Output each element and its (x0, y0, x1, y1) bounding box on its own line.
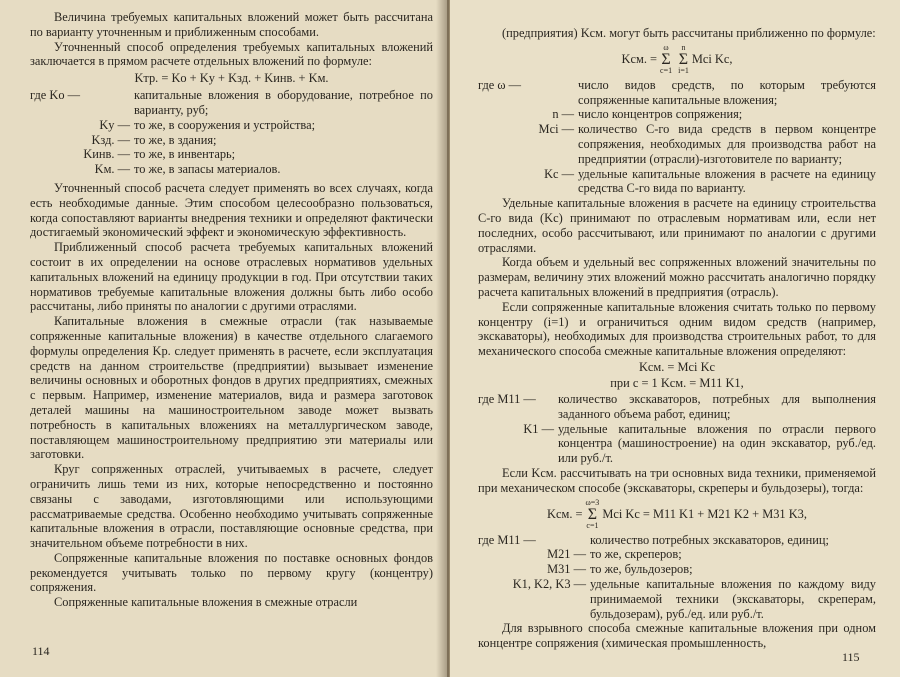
sigma-symbol: Σ (587, 505, 598, 523)
formula-sum (478, 44, 876, 75)
definition-item (30, 162, 433, 177)
definition-item (478, 107, 876, 122)
formula-sum (478, 499, 876, 530)
sum-lower-limit: i=1 (678, 65, 689, 75)
left-paragraph-5: Капитальные вложения в смежные отрасли (так называемые сопряженные капитальные вложения) в качестве отдельного слагаемого формулы определения Kр. следует применять в расчете, если эксплуатация средств на данном строительстве (предприятии) вызывает изменение величины основных и оборотных фондов в других предприятиях, смежных с первым. Например, изменение материалов, вида и размера заготовок деталей машины на машиностроительном заводе может вызвать потребность в капитальных вложениях на металлургическом заводе, поставляющем машиностроительному предприятию эти материалы или заготовки. (30, 314, 433, 462)
right-paragraph-2: Удельные капитальные вложения в расчете на единицу строительства C-го вида (Kc) принимают по отраслевым нормативам или, если нет последних, особо рассчитывают, или принимают по аналогии с другими отраслями. (478, 196, 876, 255)
formula-simple: Kсм. = Mci Kc (638, 359, 716, 374)
definition-text: число видов средств, по которым требуются сопряженные капитальные вложения; (578, 77, 876, 107)
left-paragraph-6: Круг сопряженных отраслей, учитываемых в расчете, следует ограничить лишь теми из них, которые непосредственно и постоянно связаны с заводами, изготовляющими или использующими рассматриваемые средства. Особенно необходимо учитывать сопряженные капитальные вложения в отрасли, поставляющие основные средства, при значительном объеме потребности в них. (30, 462, 433, 551)
definition-item (478, 577, 876, 621)
definition-text: капитальные вложения в оборудование, потребное по варианту, руб; (134, 88, 433, 117)
definition-key: где M11 — (478, 391, 536, 406)
sum-operator (678, 44, 689, 75)
definition-item (30, 88, 433, 118)
definition-item (30, 133, 433, 148)
definition-text: то же, в сооружения и устройства; (134, 117, 316, 132)
definition-item (30, 147, 433, 162)
definition-key: Kм. — (94, 162, 130, 177)
definition-text: число концентров сопряжения; (578, 107, 743, 122)
definition-key: где M11 — (478, 532, 536, 547)
definition-text: количество C-го вида средств в первом концентре сопряжения, необходимых для производства работ на предприятии (отрасли)-изготовителе по варианту; (578, 122, 876, 166)
definition-key: Kинв. — (83, 147, 130, 162)
left-paragraph-3: Уточненный способ расчета следует применять во всех случаях, когда есть необходимые данные. Этим способом целесообразно пользоваться, когда сопоставляют варианты внедрения техники и определяют фактически достигаемый экономический эффект и экономическую эффективность. (30, 180, 433, 240)
definition-text: удельные капитальные вложения по каждому виду принимаемой техники (экскаваторы, скреперам, бульдозерам), руб./ед. или руб./т. (590, 576, 876, 621)
definition-key: Kзд. — (91, 132, 130, 147)
definition-text: удельные капитальные вложения в расчете на единицу средства C-го вида по варианту. (578, 166, 876, 196)
definition-item (478, 533, 876, 548)
right-page (450, 0, 900, 677)
definition-item (478, 122, 876, 166)
sum-upper-limit: ω (663, 42, 669, 52)
sum-operator (586, 499, 600, 530)
definition-key: где ω — (478, 77, 522, 92)
left-paragraph-2: Уточненный способ определения требуемых капитальных вложений заключается в прямом расчете отдельных вложений по формуле: (30, 39, 433, 69)
definition-key: Mci — (538, 122, 574, 137)
definition-text: то же, в запасы материалов. (134, 162, 281, 177)
definition-key: M31 — (547, 562, 586, 577)
sum-lower-limit: c=1 (586, 520, 599, 530)
definition-key: Kc — (544, 166, 574, 181)
definition-key: M21 — (547, 547, 586, 562)
left-formula: Kтр. = Ko + Ky + Kзд. + Kинв. + Kм. (134, 71, 329, 86)
right-paragraph-3: Когда объем и удельный вес сопряженных вложений значительны по размерам, величину этих вложений можно рассчитать аналогично порядку расчета капитальных вложений в предприятия (отрасль). (478, 255, 876, 299)
sigma-symbol: Σ (678, 50, 689, 68)
formula-rhs: Mci Kc, (691, 51, 733, 66)
definition-text: количество экскаваторов, потребных для выполнения заданного объема работ, единиц; (558, 391, 876, 421)
formula-simple: при c = 1 Kсм. = M11 K1, (610, 375, 744, 390)
definition-key: n — (552, 107, 574, 122)
definition-item (478, 547, 876, 562)
definition-item (478, 167, 876, 197)
definition-item (478, 78, 876, 108)
formula-lhs: Kсм. = (621, 51, 658, 66)
definition-key: Ky — (99, 117, 130, 132)
definition-key: K1 — (523, 421, 554, 436)
formula-lhs: Kсм. = (547, 506, 583, 521)
left-page (0, 0, 447, 677)
definition-item (478, 562, 876, 577)
sum-upper-limit: ω=3 (585, 497, 600, 507)
left-paragraph-8: Сопряженные капитальные вложения в смежные отрасли (54, 595, 358, 610)
definition-item (478, 392, 876, 422)
sigma-symbol: Σ (661, 50, 671, 68)
definition-item (30, 118, 433, 133)
definition-text: удельные капитальные вложения по отрасли первого концентра (машиностроение) на один экскаватор, руб./ед. или руб./т. (558, 421, 876, 466)
definition-text: то же, в здания; (134, 132, 217, 147)
definition-text: количество потребных экскаваторов, единиц; (590, 532, 829, 547)
left-paragraph-1: Величина требуемых капитальных вложений может быть рассчитана по варианту уточненным и приближенным способами. (30, 10, 433, 39)
left-paragraph-7: Сопряженные капитальные вложения по поставке основных фондов рекомендуется учитывать только по первому кругу (концентру) сопряжения. (30, 550, 433, 595)
definition-key: K1, K2, K3 — (512, 576, 586, 591)
right-paragraph-6: Для взрывного способа смежные капитальные вложения при одном концентре сопряжения (химическая промышленность, (478, 621, 876, 651)
left-paragraph-4: Приближенный способ расчета требуемых капитальных вложений состоит в их определении на основе отраслевых нормативов удельных капитальных вложений на единицу продукции в год. При отсутствии таких нормативов требуемые капитальные вложения должны быть либо особо рассчитаны, либо приняты по аналогии с другими отраслями. (30, 240, 433, 314)
right-paragraph-5: Если Kсм. рассчитывать на три основных вида техники, применяемой при механическом способе (экскаваторы, скреперы и бульдозеры), тогда: (478, 465, 876, 495)
formula-rhs: Mci Kc = M11 K1 + M21 K2 + M31 K3, (602, 506, 807, 521)
right-paragraph-1: (предприятия) Kсм. могут быть рассчитаны приближенно по формуле: (502, 26, 876, 40)
definition-item (478, 422, 876, 466)
right-paragraph-4: Если сопряженные капитальные вложения считать только по первому концентру (i=1) и ограничиться одним видом средств (например, экскаваторы), необходимых для производства строительных работ, то для механического способа смежные капитальные вложения определяют: (478, 299, 876, 359)
left-page-number: 114 (32, 644, 50, 658)
definition-text: то же, бульдозеров; (590, 562, 693, 577)
definition-key: где Ko — (30, 88, 80, 103)
sum-operator (660, 44, 672, 75)
definition-text: то же, в инвентарь; (134, 147, 236, 162)
right-page-number: 115 (842, 650, 860, 664)
sum-lower-limit: c=1 (660, 65, 673, 75)
sum-upper-limit: n (681, 42, 686, 52)
definition-text: то же, скреперов; (590, 547, 682, 562)
